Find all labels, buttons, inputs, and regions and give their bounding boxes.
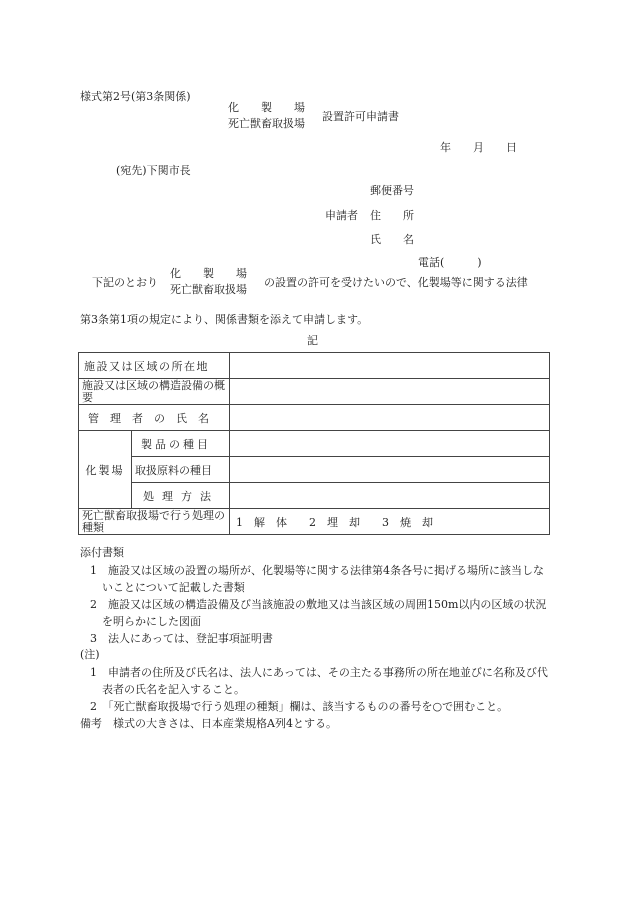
form-number: 様式第2号(第3条関係)	[80, 90, 191, 103]
applicant-label: 申請者	[325, 209, 358, 222]
raw-material-label	[132, 457, 230, 483]
title-option-kaseijo: 化 製 場	[228, 101, 305, 114]
body-options	[170, 266, 247, 298]
phone-label: 電話( )	[418, 256, 482, 269]
title-options	[228, 100, 305, 132]
structure-label: 施設又は区域の構造設備の概要	[79, 379, 230, 405]
body-option-shibou: 死亡獣畜取扱場	[170, 283, 247, 296]
table-row	[79, 379, 550, 405]
location-value-cell[interactable]	[230, 353, 550, 379]
attachment-item: 3 法人にあっては、登記事項証明書	[90, 632, 273, 645]
attachment-item: 1 施設又は区域の設置の場所が、化製場等に関する法律第4条各号に掲げる場所に該当しないことについて記載した書類	[90, 564, 544, 594]
disposal-type-label: 死亡獣畜取扱場で行う処理の種類	[79, 509, 230, 535]
structure-value-cell[interactable]	[230, 379, 550, 405]
date-line: 年 月 日	[440, 141, 517, 154]
attachments-heading: 添付書類	[80, 546, 124, 559]
product-type-label	[132, 431, 230, 457]
kaseijo-group-label: 化製場	[79, 431, 132, 509]
ki-heading: 記	[307, 334, 318, 347]
body-suffix: の設置の許可を受けたいので、化製場等に関する法律	[264, 276, 528, 289]
table-row	[79, 431, 550, 457]
notes-heading: (注)	[80, 648, 100, 661]
address-label: 住 所	[370, 209, 414, 222]
table-row	[79, 353, 550, 379]
addressee: (宛先)下関市長	[116, 164, 191, 177]
body-line2: 第3条第1項の規定により、関係書類を添えて申請します。	[80, 313, 369, 326]
body-prefix: 下記のとおり	[92, 276, 158, 289]
table-row	[79, 405, 550, 431]
table-row	[79, 483, 550, 509]
attachments-list	[90, 562, 550, 647]
name-label: 氏 名	[370, 233, 414, 246]
product-type-value-cell[interactable]	[230, 431, 550, 457]
location-label-text: 施設又は区域の所在地	[84, 359, 209, 373]
processing-method-value-cell[interactable]	[230, 483, 550, 509]
table-row	[79, 457, 550, 483]
remarks: 備考 様式の大きさは、日本産業規格A列4とする。	[80, 717, 337, 730]
attachment-item: 2 施設又は区域の構造設備及び当該施設の敷地又は当該区域の周囲150m以内の区域の状況を明らかにした図面	[90, 598, 547, 628]
processing-method-label	[132, 483, 230, 509]
manager-name-label	[79, 405, 230, 431]
title-suffix: 設置許可申請書	[322, 110, 399, 123]
note-item: 2 「死亡獣畜取扱場で行う処理の種類」欄は、該当するものの番号を○で囲むこと。	[90, 700, 509, 713]
raw-material-value-cell[interactable]	[230, 457, 550, 483]
manager-name-value-cell[interactable]	[230, 405, 550, 431]
raw-material-label-text: 取扱原料の種目	[135, 463, 212, 477]
processing-method-label-text: 処理方法	[143, 489, 219, 503]
notes-list	[90, 664, 550, 715]
disposal-type-options[interactable]: 1 解 体 2 埋 却 3 焼 却	[230, 509, 550, 535]
title-option-shibou: 死亡獣畜取扱場	[228, 117, 305, 130]
note-item: 1 申請者の住所及び氏名は、法人にあっては、その主たる事務所の所在地並びに名称及び代表者の氏名を記入すること。	[90, 666, 548, 696]
postal-code-label: 郵便番号	[370, 184, 414, 197]
manager-name-label-text: 管 理 者 の 氏 名	[88, 411, 209, 425]
location-label	[79, 353, 230, 379]
table-row	[79, 509, 550, 535]
body-option-kaseijo: 化 製 場	[170, 267, 247, 280]
application-table	[78, 352, 550, 535]
product-type-label-text: 製品の種目	[141, 437, 211, 451]
